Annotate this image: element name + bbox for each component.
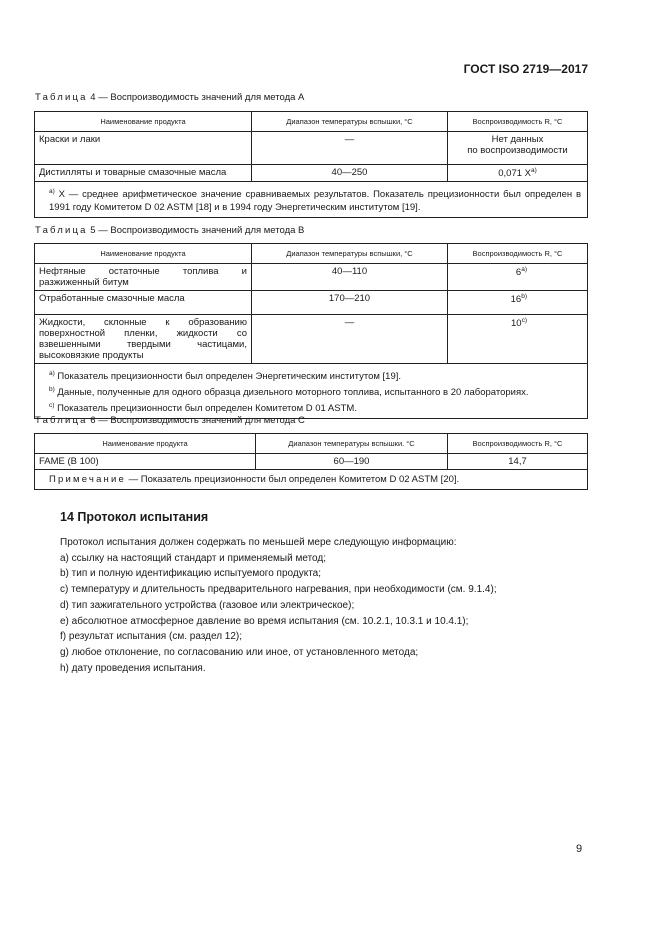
table-5-caption (35, 225, 304, 236)
col-header: Наименование продукта (35, 112, 252, 132)
cell-line: Нет данных (491, 134, 544, 145)
footnote (49, 367, 581, 383)
section-body (60, 535, 590, 676)
cell: Дистилляты и товарные смазочные масла (35, 165, 252, 182)
footnote-text: Показатель прецизионности был определен Энергетическим институтом [19]. (57, 371, 402, 383)
cell-line: по воспроизводимости (467, 145, 568, 156)
list-item: d) тип зажигательного устройства (газовое или электрическое); (60, 599, 355, 611)
footnote-ref: b) (521, 293, 527, 300)
cell: 14,7 (448, 454, 588, 470)
footnote-mark: a) (49, 188, 55, 196)
col-header: Диапазон температуры вспышки, °С (252, 112, 448, 132)
footnote-mark: a) (49, 370, 55, 377)
caption-title: — Воспроизводимость значений для метода А (98, 92, 305, 103)
footnote-text: Показатель прецизионности был определен Комитетом D 01 ASTM. (57, 403, 357, 415)
cell: 60—190 (256, 454, 448, 470)
list-item: h) дату проведения испытания. (60, 662, 206, 674)
footnote (49, 383, 581, 399)
footnote-mark: b) (49, 386, 55, 394)
footnotes (35, 364, 588, 419)
section-heading: 14 Протокол испытания (60, 510, 209, 524)
cell: Краски и лаки (35, 132, 252, 165)
list-item: b) тип и полную идентификацию испытуемого продукта; (60, 568, 322, 580)
cell-value: 16 (510, 294, 522, 306)
footnote-mark: c) (49, 402, 55, 410)
caption-word: Таблица (35, 225, 88, 236)
table-4 (34, 111, 588, 218)
caption-num: 4 (90, 92, 96, 103)
cell: 40—250 (252, 165, 448, 182)
cell (448, 264, 588, 291)
col-header: Воспроизводимость R, °С (448, 244, 588, 264)
list-item: c) температуру и длительность предварительного нагревания, при необходимости (см. 9.1.4); (60, 584, 497, 596)
cell (448, 132, 588, 165)
cell (448, 165, 588, 182)
cell: 170—210 (252, 291, 448, 315)
list-item: a) ссылку на настоящий стандарт и применяемый метод; (60, 552, 326, 564)
col-header: Воспроизводимость R, °С (448, 112, 588, 132)
cell-value: 6 (515, 267, 522, 279)
page-number: 9 (576, 843, 583, 855)
footnote-text: X — среднее арифметическое значение сравниваемых результатов. Показатель прецизионности был определен в 1991 году Комитетом D 02 ASTM [18] и в 1994 году Энергетическим институтом [19]. (49, 189, 582, 214)
list-item: e) абсолютное атмосферное давление во время испытания (см. 10.2.1, 10.3.1 и 10.4.1); (60, 615, 469, 627)
caption-word: Таблица (35, 92, 88, 103)
caption-title: — Воспроизводимость значений для метода В (98, 225, 305, 236)
section-intro: Протокол испытания должен содержать по меньшей мере следующую информацию: (60, 537, 457, 548)
cell (448, 315, 588, 364)
col-header: Наименование продукта (35, 434, 256, 454)
cell: — (252, 315, 448, 364)
col-header: Диапазон температуры вспышки, °С (252, 244, 448, 264)
cell (448, 291, 588, 315)
table-5 (34, 243, 588, 419)
caption-title: — Воспроизводимость значений для метода С (98, 415, 305, 426)
footnote (35, 182, 588, 218)
cell: FAME (В 100) (35, 454, 256, 470)
note-word: Примечание (49, 474, 126, 485)
table-4-caption (35, 92, 304, 103)
cell: Нефтяные остаточные топлива и разжиженный битум (35, 264, 252, 291)
caption-num: 5 (90, 225, 96, 236)
caption-word: Таблица (35, 415, 88, 426)
standard-header: ГОСТ ISO 2719—2017 (463, 62, 588, 76)
cell-value: 0,071 X (498, 168, 531, 180)
list-item: g) любое отклонение, по согласованию или иное, от установленного метода; (60, 646, 419, 658)
col-header: Диапазон температуры вспышки. °С (256, 434, 448, 454)
cell: — (252, 132, 448, 165)
footnote-ref: a) (521, 266, 527, 273)
footnote-text: Данные, полученные для одного образца дизельного моторного топлива, испытанного в 20 лабораториях. (57, 387, 529, 399)
cell: 40—110 (252, 264, 448, 291)
caption-num: 6 (90, 415, 96, 426)
note-text: — Показатель прецизионности был определен Комитетом D 02 ASTM [20]. (128, 474, 460, 485)
col-header: Наименование продукта (35, 244, 252, 264)
cell-value: 10 (511, 318, 522, 330)
table-6 (34, 433, 588, 490)
footnote-ref: a) (530, 167, 537, 174)
table-note (35, 470, 588, 490)
cell: Отработанные смазочные масла (35, 291, 252, 315)
list-item: f) результат испытания (см. раздел 12); (60, 631, 243, 643)
table-6-caption (35, 415, 305, 426)
cell: Жидкости, склонные к образованию поверхностной пленки, жидкости со взвешенными твердыми частицами, высоковязкие продукты (35, 315, 252, 364)
footnote (49, 399, 581, 415)
footnote-ref: c) (521, 317, 527, 324)
col-header: Воспроизводимость R, °С (448, 434, 588, 454)
